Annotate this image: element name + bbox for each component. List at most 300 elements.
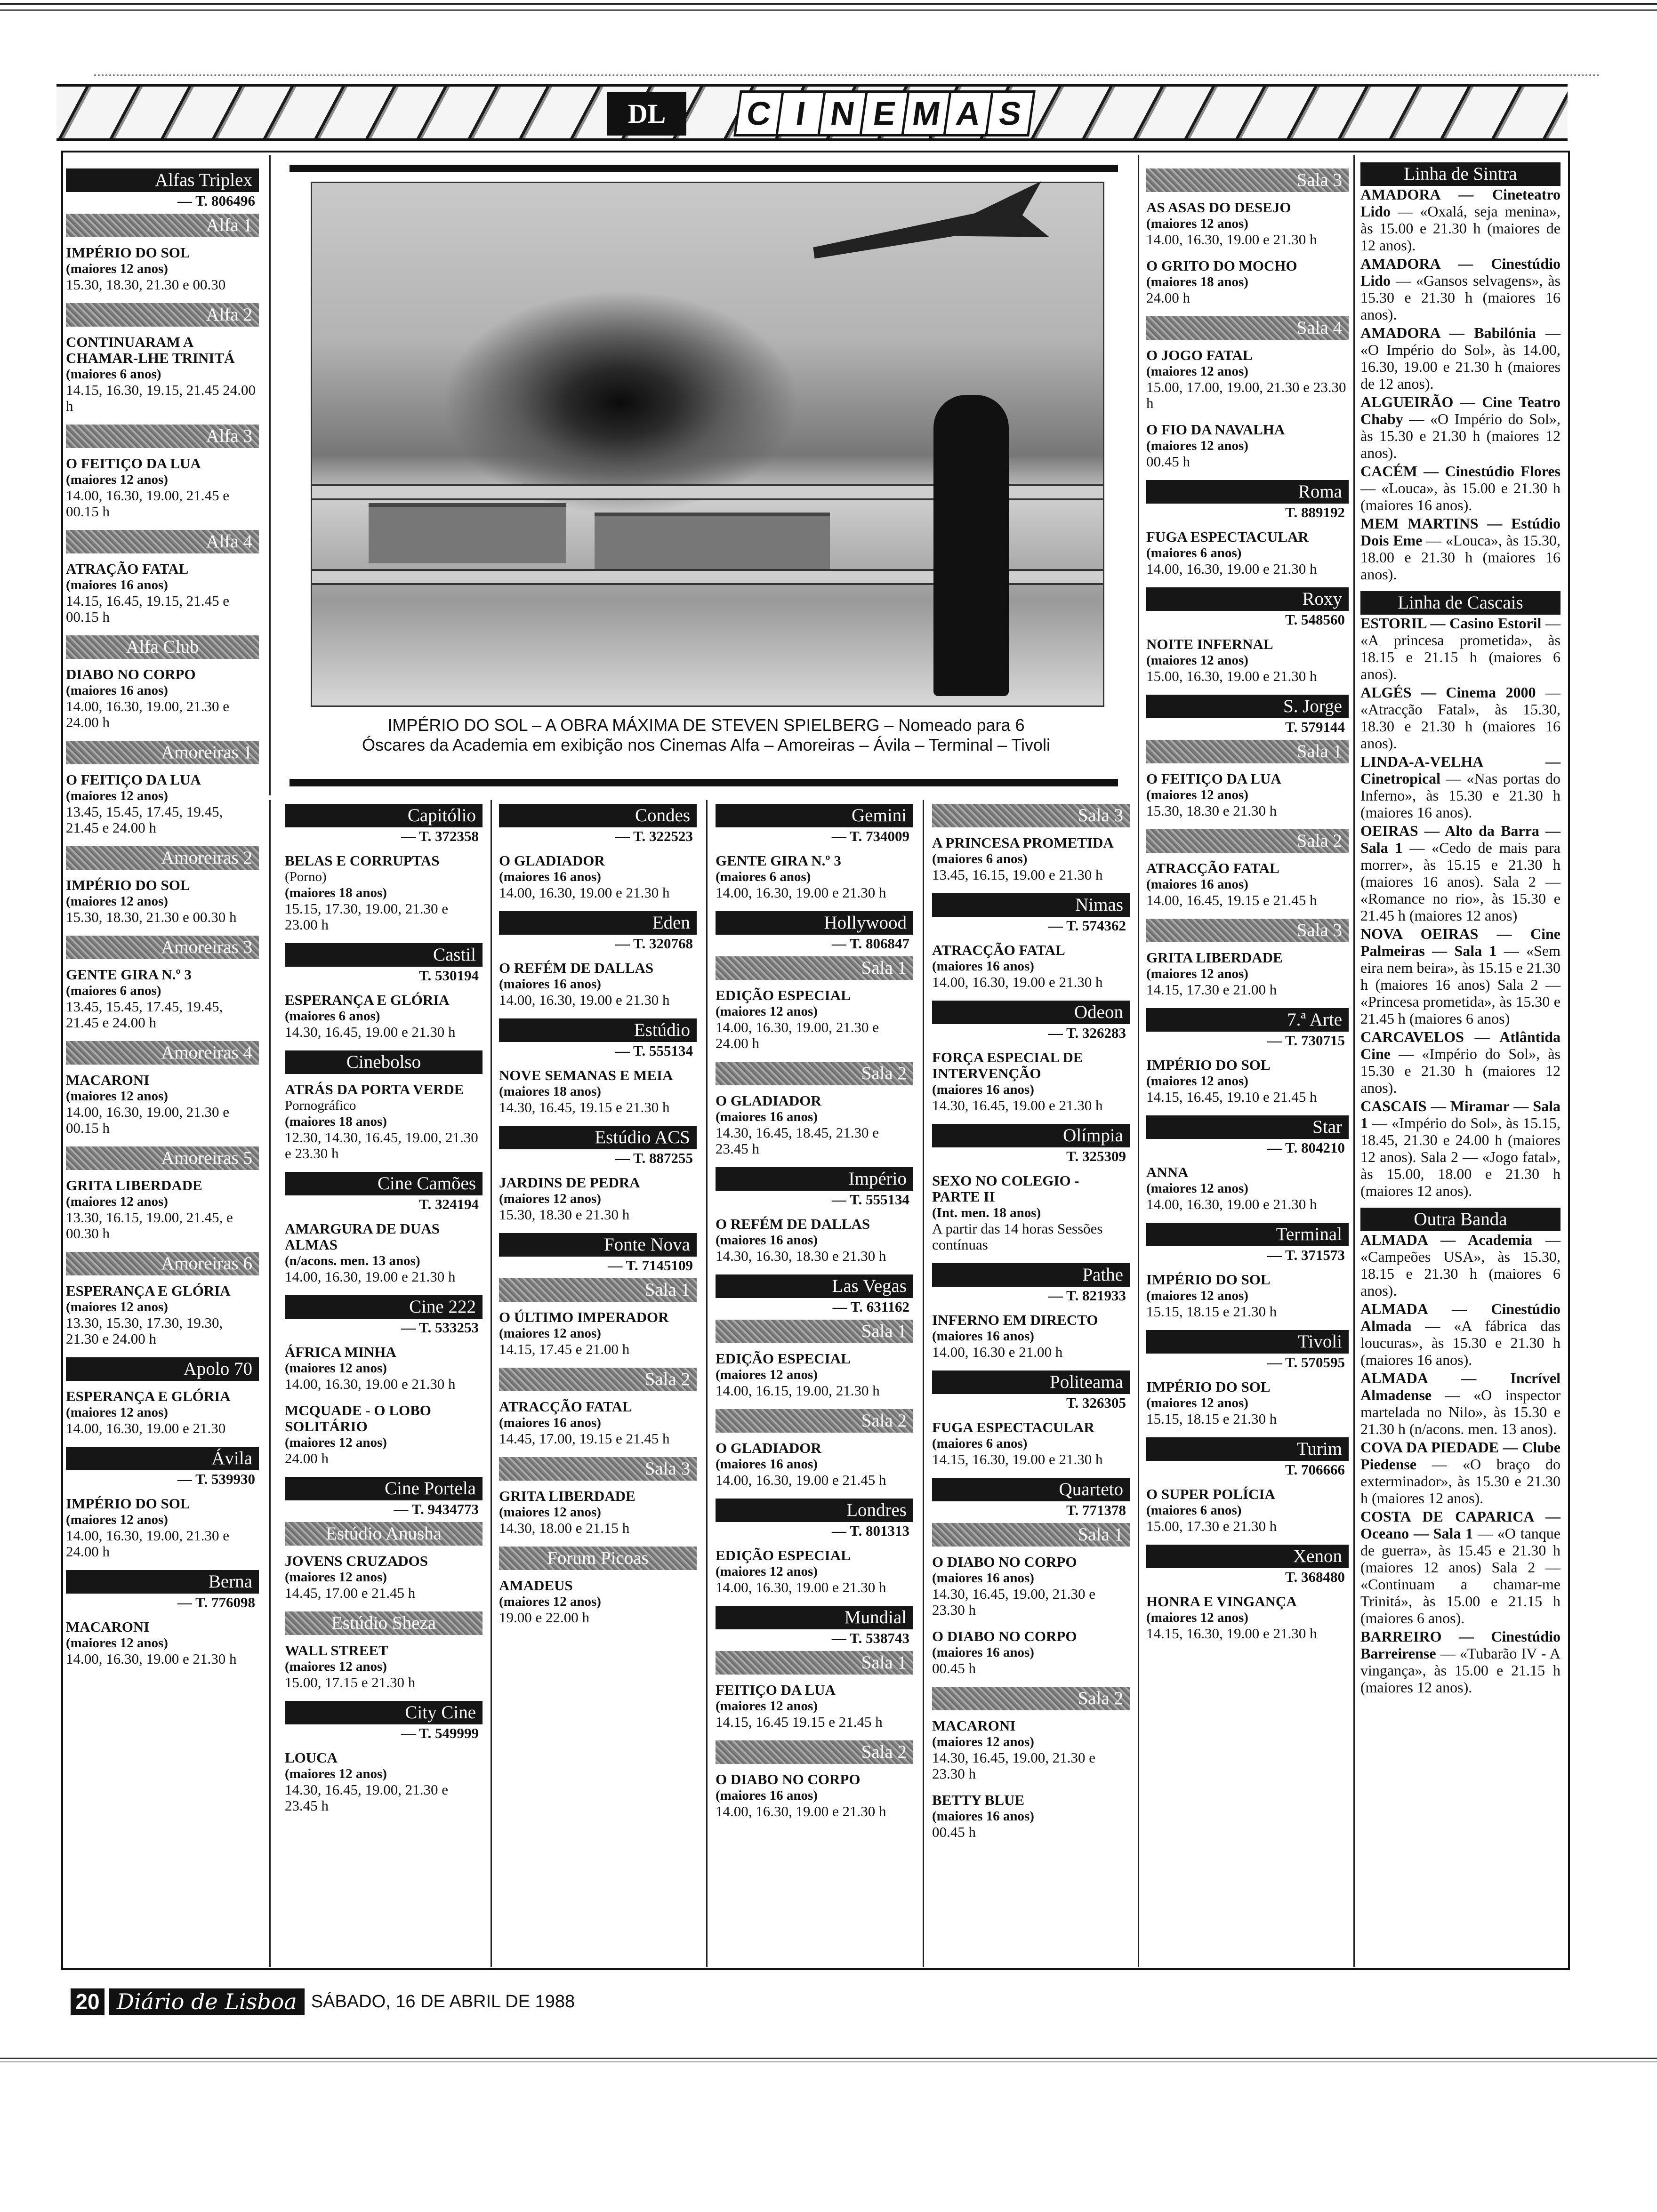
film-title: EDIÇÃO ESPECIAL — [716, 1547, 851, 1563]
film-title: ATRACÇÃO FATAL — [499, 1398, 632, 1415]
phone-number: — T. 538743 — [831, 1630, 909, 1646]
film-entry — [716, 1547, 913, 1595]
film-title: ESPERANÇA E GLÓRIA — [66, 1388, 231, 1404]
showtimes: 15.15, 18.15 e 21.30 h — [1146, 1411, 1277, 1427]
venue-name: AMADORA — Cinestúdio Lido — [1360, 255, 1560, 289]
regional-listing — [1360, 1300, 1560, 1368]
showtimes: 14.30, 16.45, 19.15 e 21.30 h — [499, 1099, 670, 1115]
regional-listing — [1360, 1508, 1560, 1627]
age-rating: (maiores 12 anos) — [285, 1659, 387, 1674]
film-entry — [1146, 950, 1349, 998]
boy-figure — [933, 395, 1009, 696]
film-title: GENTE GIRA N.º 3 — [716, 852, 841, 869]
cinema-header: Alfa Club — [66, 635, 259, 659]
cinema-header: Cine 222 — [285, 1295, 483, 1319]
cinema-header: Estúdio Anusha — [285, 1522, 483, 1546]
film-entry — [66, 1619, 259, 1667]
phone-number: — T. 549999 — [401, 1725, 479, 1741]
page-footer — [71, 1988, 575, 2015]
film-entry — [932, 1628, 1130, 1676]
showtimes: 12.30, 14.30, 16.45, 19.00, 21.30 e 23.30 h — [285, 1129, 478, 1162]
age-rating: (maiores 18 anos) — [285, 1114, 387, 1129]
age-rating: (maiores 12 anos) — [66, 1512, 168, 1527]
age-rating: (maiores 16 anos) — [932, 1809, 1034, 1824]
showtimes: 13.30, 16.15, 19.00, 21.45, e 00.30 h — [66, 1209, 233, 1242]
phone-number: — T. 631162 — [832, 1298, 909, 1315]
film-title: DIABO NO CORPO — [66, 666, 196, 682]
cinema-header: Londres — [716, 1499, 913, 1522]
plane-silhouette — [808, 181, 1049, 270]
cinema-listings-column — [285, 800, 483, 1824]
film-entry — [285, 992, 483, 1040]
cinema-header: Cine Camões — [285, 1172, 483, 1195]
film-title: FUGA ESPECTACULAR — [1146, 529, 1309, 545]
showtimes: 14.00, 16.30 e 21.00 h — [932, 1344, 1063, 1360]
listing-text: — «O tanque de guerra», às 15.45 e 21.30 h (maiores 12 anos) Sala 2 — «Continuam a chamar-me Trinitá», às 15.00 e 21.15 h (maiores 6 anos). — [1360, 1525, 1561, 1627]
age-rating: (maiores 12 anos) — [66, 261, 168, 276]
age-rating: (maiores 12 anos) — [1146, 966, 1248, 981]
cinema-header: Sala 2 — [1146, 829, 1349, 853]
regional-listing — [1360, 515, 1560, 583]
venue-name: CASCAIS — Miramar — Sala 1 — [1360, 1098, 1560, 1131]
cinema-listings-column — [932, 800, 1130, 1851]
film-entry — [499, 1399, 697, 1447]
region-header: Linha de Sintra — [1360, 162, 1560, 186]
dotted-rule — [94, 74, 1601, 76]
regional-listing — [1360, 186, 1560, 254]
cinema-header: S. Jorge — [1146, 695, 1349, 718]
regional-listing — [1360, 1628, 1560, 1696]
film-title: ESPERANÇA E GLÓRIA — [285, 992, 450, 1008]
film-title: WALL STREET — [285, 1642, 388, 1659]
film-entry — [499, 1488, 697, 1536]
venue-name: ALMADA — Incrível Almadense — [1360, 1370, 1560, 1403]
film-entry — [716, 1351, 913, 1399]
region-header: Linha de Cascais — [1360, 591, 1560, 615]
age-rating: (maiores 6 anos) — [1146, 545, 1242, 561]
film-entry — [66, 561, 259, 625]
showtimes: 14.00, 16.15, 19.00, 21.30 h — [716, 1382, 880, 1399]
venue-name: CACÉM — Cinestúdio Flores — [1360, 463, 1560, 480]
showtimes: 14.15, 17.30 e 21.00 h — [1146, 981, 1277, 998]
dl-logo: DL — [607, 92, 686, 136]
showtimes: 24.00 h — [285, 1450, 329, 1467]
age-rating: (maiores 12 anos) — [66, 788, 168, 803]
column-divider — [1138, 155, 1139, 1967]
age-rating: (maiores 18 anos) — [285, 885, 387, 900]
age-rating: (maiores 12 anos) — [932, 1734, 1034, 1749]
age-rating: (maiores 16 anos) — [499, 1415, 601, 1430]
showtimes: 14.00, 16.30, 19.00 e 21.30 h — [499, 992, 670, 1008]
cinema-header: Tivoli — [1146, 1330, 1349, 1354]
age-rating: (maiores 12 anos) — [66, 1194, 168, 1209]
age-rating: (maiores 12 anos) — [1146, 1181, 1248, 1196]
showtimes: 14.30, 16.45, 19.00, 21.30 e 23.30 h — [932, 1586, 1096, 1618]
film-title: GENTE GIRA N.º 3 — [66, 966, 192, 983]
age-rating: (maiores 12 anos) — [285, 1766, 387, 1781]
film-entry — [1146, 1057, 1349, 1105]
phone-number: — T. 555134 — [615, 1042, 693, 1059]
film-entry — [66, 245, 259, 293]
listing-text: — «Louca», às 15.30, 18.00 e 21.30 h (maiores 16 anos). — [1360, 532, 1561, 583]
age-rating: (maiores 16 anos) — [716, 1457, 818, 1472]
cinema-header: Alfa 3 — [66, 425, 259, 448]
regional-listing — [1360, 1231, 1560, 1299]
film-entry — [932, 1173, 1130, 1253]
phone-number: — T. 539930 — [177, 1471, 255, 1487]
age-rating: (maiores 16 anos) — [932, 1645, 1034, 1660]
phone-number: — T. 372358 — [401, 828, 479, 844]
phone-number: — T. 887255 — [615, 1150, 693, 1166]
film-note: Pornográfico — [285, 1098, 356, 1113]
phone-number: — T. 9434773 — [394, 1501, 479, 1517]
film-entry — [66, 1388, 259, 1436]
cinema-header: Turim — [1146, 1437, 1349, 1461]
age-rating: (maiores 12 anos) — [1146, 787, 1248, 802]
film-title: NOITE INFERNAL — [1146, 636, 1273, 652]
film-entry — [1146, 1379, 1349, 1427]
phone-number: — T. 322523 — [615, 828, 693, 844]
showtimes: 14.30, 16.45, 18.45, 21.30 e 23.45 h — [716, 1124, 879, 1157]
showtimes: 14.00, 16.30, 19.00 e 21.30 h — [716, 1579, 886, 1595]
age-rating: (maiores 12 anos) — [499, 1191, 601, 1206]
regional-listing — [1360, 925, 1560, 1027]
title-letter: N — [817, 90, 868, 136]
venue-name: BARREIRO — Cinestúdio Barreirense — [1360, 1628, 1560, 1662]
showtimes: 15.15, 17.30, 19.00, 21.30 e 23.00 h — [285, 900, 449, 933]
phone-number: — T. 570595 — [1267, 1354, 1345, 1370]
caption-line: Óscares da Academia em exibição nos Cinemas Alfa – Amoreiras – Ávila – Terminal – Tivoli — [362, 735, 1050, 754]
cinema-header: Sala 3 — [932, 804, 1130, 827]
age-rating: (maiores 12 anos) — [1146, 364, 1248, 379]
phone-number: — T. 574362 — [1048, 917, 1126, 934]
title-letter: C — [733, 90, 784, 136]
cinema-header: Sala 1 — [932, 1523, 1130, 1547]
film-entry — [932, 1718, 1130, 1782]
age-rating: (maiores 12 anos) — [499, 1326, 601, 1341]
showtimes: 15.30, 18.30 e 21.30 h — [499, 1206, 630, 1223]
cinema-header: Sala 1 — [716, 956, 913, 980]
cinema-header: 7.ª Arte — [1146, 1008, 1349, 1032]
listing-text: — «Império do Sol», às 15.30 e 21.30 h (maiores 12 anos). — [1360, 1045, 1560, 1096]
hangar-roof — [369, 503, 566, 563]
showtimes: 15.00, 17.15 e 21.30 h — [285, 1674, 416, 1691]
film-title: ATRACÇÃO FATAL — [1146, 860, 1279, 876]
film-entry — [66, 1496, 259, 1560]
age-rating: (maiores 16 anos) — [1146, 877, 1248, 892]
cinema-header: Hollywood — [716, 911, 913, 935]
cinema-listings-column — [499, 800, 697, 1636]
title-letter: E — [859, 90, 910, 136]
region-header: Outra Banda — [1360, 1208, 1560, 1231]
title-letter: S — [985, 90, 1036, 136]
age-rating: (maiores 12 anos) — [499, 1505, 601, 1520]
film-title: O GLADIADOR — [716, 1440, 821, 1456]
column-divider — [491, 800, 492, 1967]
age-rating: (maiores 6 anos) — [932, 851, 1028, 866]
cinema-header: Sala 1 — [499, 1278, 697, 1302]
film-title: MACARONI — [66, 1072, 150, 1088]
age-rating: (maiores 12 anos) — [1146, 1074, 1248, 1089]
age-rating: (maiores 16 anos) — [932, 1082, 1034, 1097]
cinema-header: Estúdio — [499, 1018, 697, 1042]
showtimes: 14.15, 16.30, 19.00 e 21.30 h — [1146, 1625, 1317, 1642]
film-title: GRITA LIBERDADE — [1146, 949, 1283, 966]
bottom-rule — [0, 2058, 1657, 2059]
film-title: JOVENS CRUZADOS — [285, 1553, 428, 1569]
showtimes: 00.45 h — [1146, 453, 1190, 470]
regional-listing — [1360, 753, 1560, 821]
age-rating: (maiores 6 anos) — [66, 983, 161, 998]
film-entry — [1146, 529, 1349, 577]
film-entry — [499, 960, 697, 1008]
film-entry — [932, 1792, 1130, 1840]
film-title: EDIÇÃO ESPECIAL — [716, 987, 851, 1003]
age-rating: (maiores 16 anos) — [716, 1788, 818, 1803]
venue-name: CARCAVELOS — Atlântida Cine — [1360, 1028, 1560, 1062]
phone-number: T. 326305 — [1066, 1395, 1126, 1411]
photo-caption — [287, 715, 1125, 755]
age-rating: (maiores 16 anos) — [932, 1329, 1034, 1344]
film-title: O FEITIÇO DA LUA — [1146, 770, 1281, 787]
film-entry — [932, 1312, 1130, 1360]
cinemas-title — [739, 90, 1032, 134]
regional-listing — [1360, 1098, 1560, 1199]
showtimes: 14.00, 16.30, 19.00 e 21.30 h — [499, 884, 670, 901]
showtimes: A partir das 14 horas Sessões contínuas — [932, 1220, 1103, 1253]
showtimes: 00.45 h — [932, 1824, 976, 1840]
photo-bottom-bar — [290, 779, 1118, 786]
film-entry — [285, 1643, 483, 1691]
venue-name: OEIRAS — Alto da Barra — Sala 1 — [1360, 822, 1560, 856]
issue-date: SÁBADO, 16 DE ABRIL DE 1988 — [311, 1991, 575, 2012]
regional-listing — [1360, 255, 1560, 323]
regional-listing — [1360, 1439, 1560, 1507]
showtimes: 14.00, 16.30, 19.00 e 21.30 h — [1146, 1196, 1317, 1212]
cinema-header: Amoreiras 6 — [66, 1252, 259, 1275]
showtimes: 13.30, 15.30, 17.30, 19.30, 21.30 e 24.00 h — [66, 1314, 223, 1347]
venue-name: AMADORA — Cineteatro Lido — [1360, 186, 1560, 220]
cinema-header: Terminal — [1146, 1223, 1349, 1246]
film-entry — [499, 1309, 697, 1357]
cinema-header: Amoreiras 2 — [66, 846, 259, 870]
showtimes: 14.30, 16.45, 19.00, 21.30 e 23.45 h — [285, 1781, 449, 1814]
film-still-photo — [311, 182, 1104, 707]
phone-number: — T. 806847 — [831, 935, 909, 952]
film-entry — [1146, 347, 1349, 411]
cinema-header: Amoreiras 5 — [66, 1146, 259, 1170]
regional-listing — [1360, 324, 1560, 392]
showtimes: 14.15, 17.45 e 21.00 h — [499, 1341, 630, 1357]
regional-listing — [1360, 1370, 1560, 1437]
film-title: O ÚLTIMO IMPERADOR — [499, 1309, 669, 1325]
cinema-header: Berna — [66, 1570, 259, 1594]
phone-number: T. 889192 — [1285, 504, 1345, 521]
age-rating: (maiores 16 anos) — [499, 977, 601, 992]
phone-number: — T. 801313 — [831, 1523, 909, 1539]
showtimes: 14.00, 16.30, 19.00 e 21.30 h — [66, 1651, 237, 1667]
cinema-header: Sala 3 — [1146, 919, 1349, 942]
cinema-header: Gemini — [716, 804, 913, 827]
cinema-header: Estúdio Sheza — [285, 1611, 483, 1635]
showtimes: 15.15, 18.15 e 21.30 h — [1146, 1303, 1277, 1320]
age-rating: (maiores 12 anos) — [66, 1635, 168, 1651]
cinema-header: Olímpia — [932, 1124, 1130, 1147]
age-rating: (maiores 6 anos) — [285, 1009, 380, 1024]
film-title: O JOGO FATAL — [1146, 347, 1253, 363]
cinema-header: Sala 4 — [1146, 316, 1349, 340]
age-rating: (maiores 12 anos) — [1146, 438, 1248, 453]
film-entry — [1146, 200, 1349, 248]
film-note: (Porno) — [285, 869, 327, 884]
venue-name: ALGÉS — Cinema 2000 — [1360, 684, 1536, 701]
film-entry — [716, 987, 913, 1051]
caption-line: IMPÉRIO DO SOL – A OBRA MÁXIMA DE STEVEN SPIELBERG – Nomeado para 6 — [387, 715, 1025, 735]
cinema-header: Sala 2 — [716, 1740, 913, 1764]
film-title: GRITA LIBERDADE — [66, 1177, 202, 1194]
film-entry — [716, 1682, 913, 1730]
listing-text: — «O Império do Sol», às 14.00, 16.30, 19.00 e 21.30 h (maiores de 12 anos). — [1360, 324, 1560, 392]
phone-number: T. 368480 — [1285, 1569, 1345, 1585]
phone-number: — T. 371573 — [1267, 1247, 1345, 1263]
age-rating: (maiores 6 anos) — [1146, 1503, 1242, 1518]
phone-number: — T. 821933 — [1048, 1287, 1126, 1304]
film-title: O GLADIADOR — [499, 852, 605, 869]
showtimes: 14.30, 18.00 e 21.15 h — [499, 1520, 630, 1536]
showtimes: 14.00, 16.30, 19.00 e 21.30 h — [1146, 231, 1317, 248]
showtimes: 14.00, 16.30, 19.00 e 21.30 h — [285, 1268, 456, 1285]
showtimes: 14.15, 16.45, 19.10 e 21.45 h — [1146, 1089, 1317, 1105]
cinema-header: Sala 1 — [716, 1651, 913, 1675]
showtimes: 14.15, 16.30, 19.00 e 21.30 h — [932, 1451, 1103, 1467]
showtimes: 14.45, 17.00 e 21.45 h — [285, 1585, 416, 1601]
age-rating: (maiores 16 anos) — [932, 1571, 1034, 1586]
film-entry — [66, 666, 259, 730]
film-entry — [66, 967, 259, 1031]
listing-text: — «Campeões USA», às 15.30, 18.15 e 21.30 h (maiores 6 anos). — [1360, 1231, 1561, 1299]
showtimes: 14.00, 16.30, 19.00, 21.45 e 00.15 h — [66, 487, 230, 520]
column-divider — [923, 800, 924, 1967]
venue-name: AMADORA — Babilónia — [1360, 324, 1536, 341]
venue-name: COVA DA PIEDADE — Clube Piedense — [1360, 1439, 1560, 1473]
age-rating: (maiores 12 anos) — [716, 1004, 818, 1019]
showtimes: 13.45, 16.15, 19.00 e 21.30 h — [932, 866, 1103, 883]
showtimes: 14.30, 16.45, 19.00, 21.30 e 23.30 h — [932, 1749, 1096, 1782]
film-entry — [1146, 771, 1349, 819]
film-entry — [285, 1221, 483, 1285]
film-title: FUGA ESPECTACULAR — [932, 1419, 1094, 1435]
showtimes: 14.45, 17.00, 19.15 e 21.45 h — [499, 1430, 670, 1447]
showtimes: 15.30, 18.30, 21.30 e 00.30 h — [66, 909, 237, 925]
cinema-header: Forum Picoas — [499, 1547, 697, 1570]
showtimes: 14.00, 16.30, 19.00 e 21.30 h — [932, 974, 1103, 990]
column-divider — [269, 800, 271, 1967]
listing-text: — «O inspector martelada no Nilo», às 15.30 e 21.30 h (n/acons. men. 13 anos). — [1360, 1387, 1560, 1437]
film-entry — [716, 1093, 913, 1157]
film-entry — [285, 853, 483, 933]
phone-number: — T. 776098 — [177, 1594, 255, 1611]
film-entry — [285, 1553, 483, 1601]
film-title: GRITA LIBERDADE — [499, 1488, 635, 1504]
phone-number: T. 548560 — [1285, 611, 1345, 628]
film-title: O GRITO DO MOCHO — [1146, 257, 1297, 274]
phone-number: T. 771378 — [1066, 1502, 1126, 1518]
regional-listing — [1360, 393, 1560, 461]
age-rating: (maiores 16 anos) — [716, 1109, 818, 1124]
film-title: NOVE SEMANAS E MEIA — [499, 1067, 673, 1083]
showtimes: 15.00, 17.30 e 21.30 h — [1146, 1518, 1277, 1534]
phone-number: T. 324194 — [419, 1196, 479, 1212]
top-rule — [0, 3, 1657, 11]
age-rating: (maiores 12 anos) — [285, 1435, 387, 1450]
film-title: IMPÉRIO DO SOL — [66, 244, 190, 261]
cinema-header: Nimas — [932, 893, 1130, 917]
film-entry — [932, 1050, 1130, 1114]
cinema-header: Odeon — [932, 1001, 1130, 1024]
showtimes: 14.00, 16.30, 19.00, 21.30 e 24.00 h — [66, 698, 230, 730]
cinema-header: Politeama — [932, 1370, 1130, 1394]
column-divider — [706, 800, 708, 1967]
age-rating: (maiores 12 anos) — [716, 1699, 818, 1714]
film-title: EDIÇÃO ESPECIAL — [716, 1350, 851, 1367]
film-title: O REFÉM DE DALLAS — [716, 1216, 870, 1232]
film-entry — [1146, 1486, 1349, 1534]
cinema-header: Sala 3 — [1146, 168, 1349, 192]
cinema-header: Sala 1 — [1146, 740, 1349, 763]
cinema-header: Fonte Nova — [499, 1233, 697, 1257]
film-title: O DIABO NO CORPO — [932, 1554, 1077, 1570]
film-entry — [66, 1283, 259, 1347]
age-rating: (maiores 12 anos) — [499, 1594, 601, 1609]
listing-text: — «Atracção Fatal», às 15.30, 18.30 e 21.30 h (maiores 16 anos). — [1360, 684, 1561, 752]
listing-text: — «O braço do exterminador», às 15.30 e 21.30 h (maiores 12 anos). — [1360, 1456, 1560, 1507]
film-title: O GLADIADOR — [716, 1092, 821, 1109]
film-entry — [499, 1067, 697, 1115]
film-title: INFERNO EM DIRECTO — [932, 1312, 1098, 1328]
film-title: IMPÉRIO DO SOL — [66, 1495, 190, 1512]
film-entry — [1146, 422, 1349, 470]
listing-text: — «Cedo de mais para morrer», às 15.15 e 21.30 h (maiores 16 anos). Sala 2 — «Romance no rio», às 15.30 e 21.45 h (maiores 12 anos) — [1360, 839, 1560, 924]
listing-text: — «Império do Sol», às 15.15, 18.45, 21.30 e 24.00 h (maiores 12 anos). Sala 2 — «Jogo fatal», às 15.00, 18.00 e 21.30 h (maiores 12 anos). — [1360, 1114, 1560, 1199]
film-title: BELAS E CORRUPTAS — [285, 852, 440, 869]
showtimes: 14.00, 16.30, 19.00 e 21.45 h — [716, 1472, 886, 1488]
cinema-header: Ávila — [66, 1447, 259, 1470]
film-entry — [66, 1178, 259, 1242]
film-entry — [932, 1554, 1130, 1618]
phone-number: T. 706666 — [1285, 1461, 1345, 1478]
showtimes: 14.00, 16.30, 19.00 e 21.30 h — [716, 884, 886, 901]
hangar-roof — [595, 513, 830, 573]
phone-number: — T. 734009 — [831, 828, 909, 844]
listing-text: — «Nas portas do Inferno», às 15.30 e 21.30 h (maiores 16 anos). — [1360, 770, 1560, 821]
film-title: MACARONI — [932, 1717, 1016, 1734]
cinema-header: Sala 2 — [932, 1687, 1130, 1710]
showtimes: 14.00, 16.30, 19.00 e 21.30 h — [716, 1803, 886, 1819]
cinema-header: Sala 3 — [499, 1457, 697, 1481]
film-title: ATRAÇÃO FATAL — [66, 561, 189, 577]
film-entry — [716, 853, 913, 901]
regional-listing — [1360, 463, 1560, 513]
age-rating: (maiores 12 anos) — [1146, 1610, 1248, 1625]
newspaper-name: Diário de Lisboa — [109, 1988, 305, 2015]
cinema-header: Sala 2 — [716, 1062, 913, 1085]
venue-name: LINDA-A-VELHA — Cinetropical — [1360, 753, 1560, 787]
film-title: O DIABO NO CORPO — [932, 1628, 1077, 1644]
film-entry — [716, 1440, 913, 1488]
film-title: O FEITIÇO DA LUA — [66, 455, 201, 472]
title-letter: A — [943, 90, 994, 136]
cinema-header: Alfa 1 — [66, 214, 259, 237]
